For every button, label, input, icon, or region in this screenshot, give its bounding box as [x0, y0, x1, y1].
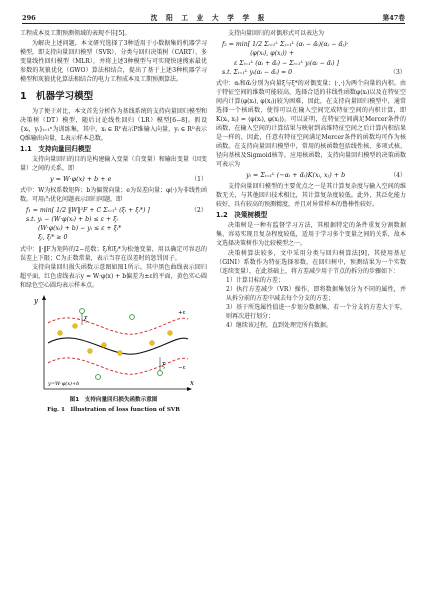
- sample-point-hollow: [96, 375, 101, 380]
- right-column: [216, 29, 406, 330]
- decision-tree-paragraph-1: 决策树是一种有监督学习方法，其根据特定的条件重复分割数据集，容易实现且复杂程度较低，适用于学习多个变量之间的关系，故本文选择决策树作为比较模型之一。: [216, 222, 406, 248]
- equation-2-constraint-2: (W·φ(xᵢ) + b) − yᵢ ≤ ε + ξᵢ*: [38, 225, 122, 233]
- x-axis-label: x: [190, 379, 194, 388]
- svr-advantages-paragraph: 支持向量回归模型的主要优点之一是其计算复杂度与输入空间的维数无关，与其他回归技术相比，其计算复杂度较低。此外，其泛化能力较好，具有较高的预测精度，并且对异常样本的鲁棒性较好。: [216, 183, 406, 209]
- sample-point-filled: [88, 349, 93, 354]
- y-axis-label: y: [34, 297, 38, 306]
- volume-number: 第47卷: [382, 14, 405, 22]
- dual-form-intro: 支持向量回归的对偶形式可以表达为: [228, 30, 325, 37]
- split-step: 1）计算目标的方差；: [226, 277, 284, 285]
- figure-1-caption-cn: 图1 支持向量回归损失函数示意图: [69, 397, 158, 404]
- equation-2-number: （2）: [190, 206, 207, 214]
- equation-2-constraint-3: ξᵢ, ξᵢ* ≥ 0: [38, 234, 68, 242]
- equation-4-number: （4）: [390, 172, 406, 180]
- equation-2-constraint-1: s.t. yᵢ − (W·φ(xᵢ) + b) ≤ ε + ξᵢ: [26, 215, 118, 223]
- y-axis-arrow: [42, 295, 46, 300]
- equation-2: [20, 206, 207, 243]
- equation-1-body: y = W·φ(x) + b + e: [50, 174, 112, 183]
- equation-3: [216, 40, 406, 77]
- header-rule: [22, 23, 405, 24]
- intro-paragraph: 为解决上述问题，本文研究选择了3种适用于小数据集的机器学习模型，即支持向量回归模型（SVR）、分类与回归决策树（CART）、多变量线性回归模型（MLR），并将上述3种模型与可实现快速搜索最优参数的灰狼优化（GWO）算法相结合，提出了基于上述3种机器学习模型和灰狼优化算法相结合的电力工程成本及工期预测算法。: [20, 39, 207, 83]
- section-1-paragraph: 为了便于对比，本文首先分析作为基线系统的支持向量回归模型和决策树（DT）模型，随后讨论线性回归（LR）模型[6−8]。假设{xᵢ，yᵢ}ᵢ₌₁ⁿ为训练集，其中，xᵢ ∈ Rᴾ表示P维输入向量，yᵢ ∈ Rᴰ表示Q维输出向量，L表示样本总数。: [20, 107, 207, 142]
- svr-intro-paragraph: 支持向量回归的目的是构建输入变量（自变量）和输出变量（因变量）之间的关系，即: [20, 155, 207, 172]
- equation-3-line-1: f₂ = min[ 1/2 Σᵢ₌₁ᴸ Σⱼ₌₁ᴸ (αᵢ − α̃ᵢ)(αⱼ − α̃ⱼ)·: [222, 41, 349, 48]
- split-step: 3）基于所选属性值进一步划分数据集，若一个分支的方差大于零，则再次进行划分；: [226, 304, 406, 321]
- sample-point-filled: [102, 343, 107, 348]
- svr-loss-diagram: [20, 293, 207, 393]
- figure-1: [20, 293, 207, 415]
- x-axis-arrow: [187, 387, 192, 391]
- sample-point-filled: [150, 341, 155, 346]
- sample-point-filled: [168, 331, 173, 336]
- equation-1: [20, 175, 207, 184]
- left-column: [20, 29, 207, 415]
- equation-1-number: （1）: [191, 175, 207, 183]
- xi-label-upper: ξ: [84, 316, 88, 324]
- subsection-1-2-title: 1.2 决策树模型: [216, 211, 268, 220]
- epsilon-minus-label: −ε: [178, 365, 186, 372]
- figure-1-description: 支持向量回归损失函数示意图如图1所示。其中黑色曲线表示回归超平面，红色虚线表示y = W·φ(x) + b偏差为±ε的平面，黄色实心圆和绿色空心圆均表示样本点。: [20, 264, 207, 290]
- sample-point-filled: [118, 351, 123, 356]
- page-header: [22, 10, 405, 22]
- equation-4-body: yᵢ = Σᵢ₌₁ᴸ (−αᵢ + α̃ᵢ)K(xᵢ, xⱼ) + b: [246, 171, 346, 180]
- intro-tail-paragraph: 工程成本及工期预测领域的表现不佳[5]。: [20, 30, 131, 37]
- split-step: 4）继续该过程，直到处理完所有数据。: [226, 322, 332, 330]
- epsilon-plus-label: +ε: [178, 310, 186, 317]
- regression-function-label: y=W·φ(x)+b: [48, 381, 80, 388]
- equation-1-explanation: 式中：W为权系数矩阵；b为偏置向量；e为误差向量；φ(·)为非线性函数。可用凸优化问题表示回归问题，即: [20, 186, 207, 203]
- sample-point-hollow: [80, 309, 85, 314]
- sample-point-filled: [73, 324, 78, 329]
- xi-label-lower: ξ: [162, 362, 166, 370]
- decision-tree-paragraph-2: 决策树算法较多，文中采用分类与回归树算法[9]，其使用基尼（GINI）系数作为特征选择参数。在回归树中，预测结果为一个实数（连续变量），在此基础上，将方差减少用于节点的拆分的步骤如下：: [216, 249, 406, 275]
- sample-point-filled: [58, 331, 63, 336]
- sample-point-hollow: [130, 315, 135, 320]
- equation-3-number: （3）: [389, 68, 406, 76]
- equation-4: [216, 171, 406, 180]
- equation-2-explanation: 式中：‖·‖F为矩阵的2−范数；ξᵢ和ξᵢ*为松弛变量，用以确定可容忍的误差上下限；C为正数常量，表示当存在误差时的惩罚因子。: [20, 245, 207, 262]
- section-1-title: 1 机器学习模型: [20, 90, 94, 102]
- equation-3-line-3: ε Σᵢ₌₁ᴸ (αᵢ + α̃ᵢ) − Σᵢ₌₁ᴸ yᵢ(αᵢ − α̃ᵢ) ]: [234, 59, 339, 67]
- split-steps-list: [216, 276, 406, 330]
- lower-epsilon-boundary: [48, 358, 188, 374]
- equation-3-line-2: ⟨φ(xᵢ), φ(xⱼ)⟩ +: [250, 50, 295, 58]
- equation-3-constraint: s.t. Σᵢ₌₁ᴸ yᵢ(αᵢ − α̃ᵢ) = 0: [222, 68, 293, 76]
- figure-1-caption-en: Fig. 1 Illustration of loss function of SVR: [47, 407, 180, 414]
- sample-point-hollow: [158, 371, 163, 376]
- upper-epsilon-boundary: [48, 318, 188, 334]
- kernel-paragraph: 式中：αᵢ和α̃ᵢ分别为向量ξ与ξ*的对偶变量；⟨·,·⟩为两个向量的内积。由于特征空间的维数可能较高，选择合适的非线性函数φ(xᵢ)以及在特征空间内计算⟨φ(xᵢ), φ(xⱼ)⟩较为困难，因此，在支持向量回归模型中，通常选择一个核函数，使得可以在输入空间完成特征空间的内积计算，即K(xᵢ, xⱼ) = ⟨φ(xᵢ), φ(xⱼ)⟩。可以证明，在特征空间满足Mercer条件的函数，在输入空间的计算结果与映射到高维特征空间之后计算内积结果是一样的，因此，任意有特征空间满足Mercer条件的函数均可作为核函数。在支持向量回归模型中，常用的核函数包括线性核、多项式核、径向基核及Sigmoid核等。应用核函数，支持向量回归模型的决策函数可表示为: [216, 80, 406, 169]
- equation-2-objective: f₁ = min[ 1/2 ‖W‖²F + C Σᵢ₌₁ᴸ (ξᵢ + ξᵢ*) ]: [26, 206, 150, 214]
- subsection-1-1-title: 1.1 支持向量回归模型: [20, 144, 92, 153]
- journal-name: 沈 阳 工 业 大 学 学 报: [150, 14, 268, 22]
- split-step: 2）执行方差减少（VR）操作，即将数据集划分为不同的属性，并从拆分前的方差中减去每个分支的方差；: [226, 286, 406, 303]
- page-number: 296: [22, 14, 36, 22]
